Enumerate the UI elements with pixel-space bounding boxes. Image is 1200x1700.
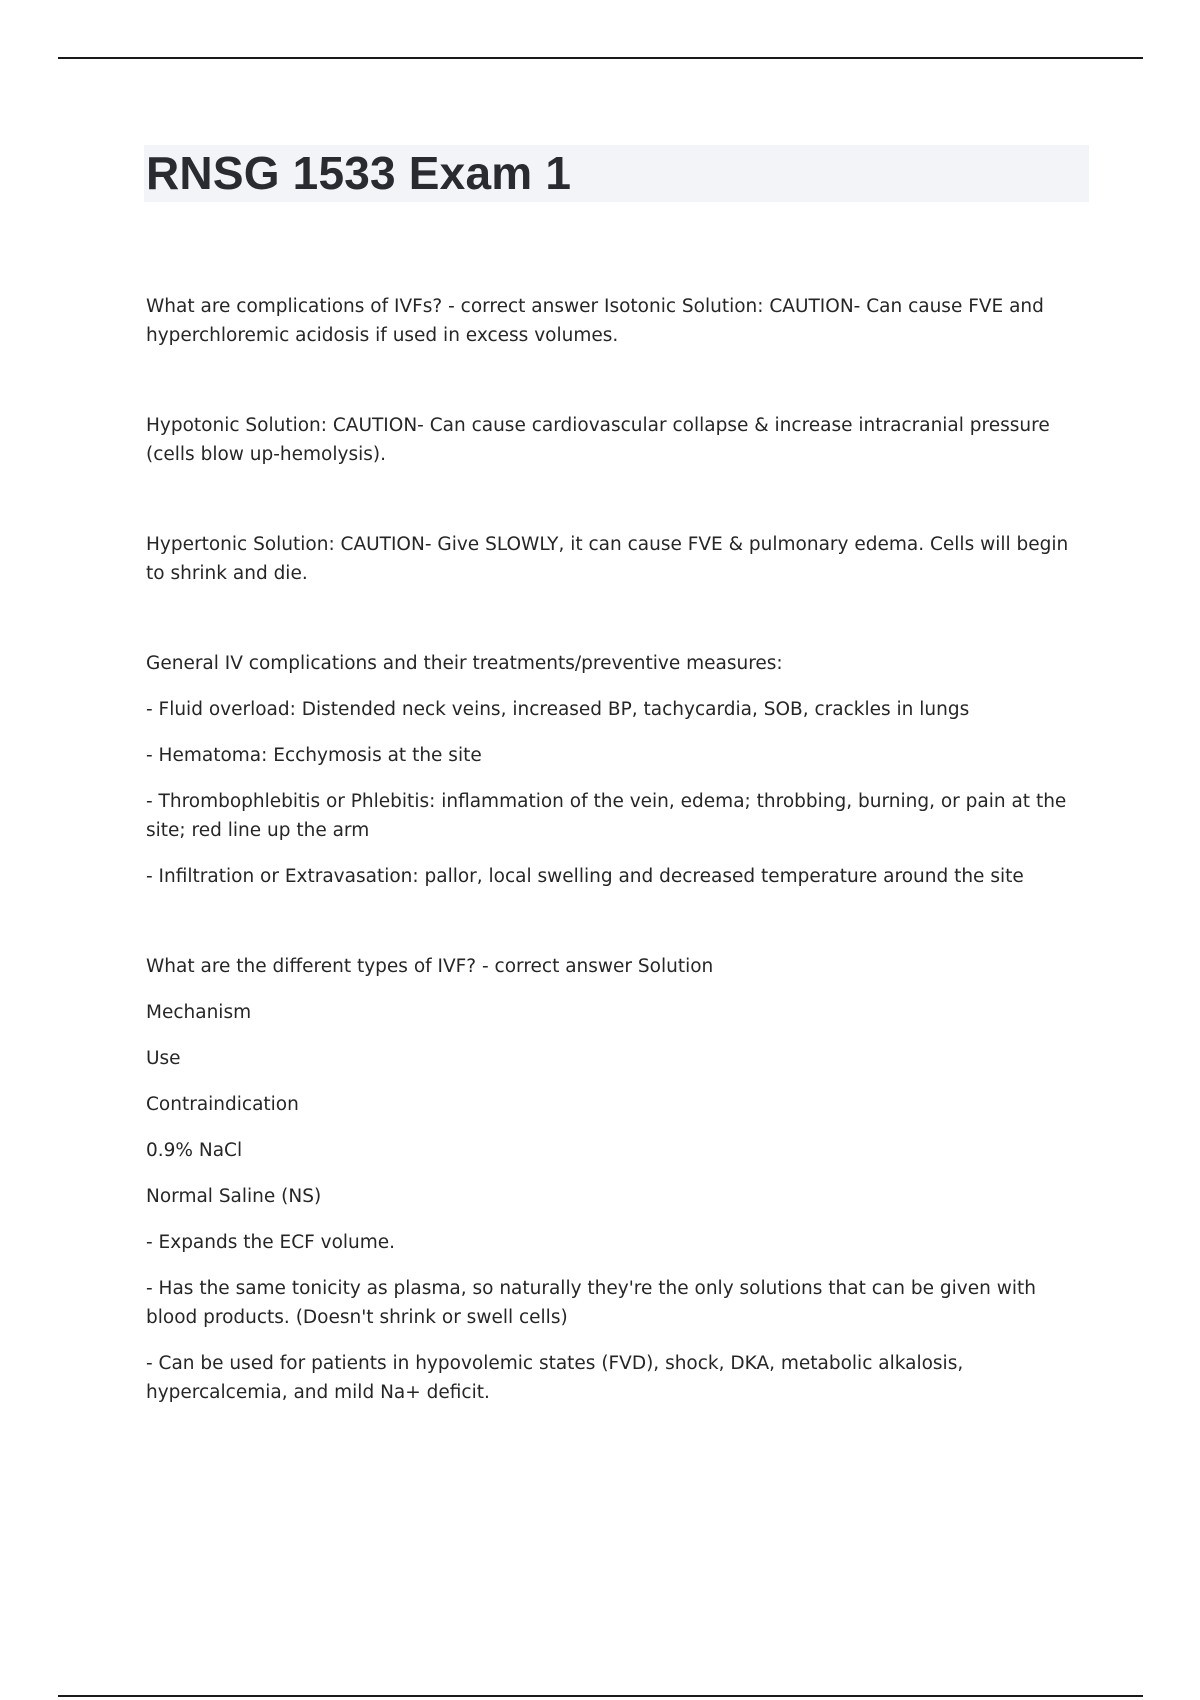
page-title: RNSG 1533 Exam 1: [146, 147, 572, 199]
spacer: [146, 678, 1091, 695]
spacer: [146, 1165, 1091, 1182]
paragraph: What are the different types of IVF? - correct answer Solution: [146, 956, 714, 977]
list-item: - Hematoma: Ecchymosis at the site: [146, 745, 482, 766]
paragraph: Normal Saline (NS): [146, 1186, 322, 1207]
list-item: - Can be used for patients in hypovolemic states (FVD), shock, DKA, metabolic alkalosis, hypercalcemia, and mild Na+ deficit.: [146, 1353, 964, 1403]
spacer: [146, 724, 1091, 741]
list-item: - Infiltration or Extravasation: pallor, local swelling and decreased temperature around the site: [146, 866, 1024, 887]
paragraph: General IV complications and their treatments/preventive measures:: [146, 653, 783, 674]
paragraph: Contraindication: [146, 1094, 299, 1115]
spacer: [146, 350, 1091, 411]
list-item: - Has the same tonicity as plasma, so naturally they're the only solutions that can be given with blood products. (Doesn't shrink or swell cells): [146, 1278, 1036, 1328]
spacer: [146, 469, 1091, 530]
paragraph: 0.9% NaCl: [146, 1140, 243, 1161]
list-item: - Expands the ECF volume.: [146, 1232, 396, 1253]
top-rule: [58, 57, 1143, 59]
spacer: [146, 981, 1091, 998]
spacer: [146, 1027, 1091, 1044]
spacer: [146, 770, 1091, 787]
list-item: - Fluid overload: Distended neck veins, increased BP, tachycardia, SOB, crackles in lungs: [146, 699, 970, 720]
paragraph: Hypertonic Solution: CAUTION- Give SLOWLY, it can cause FVE & pulmonary edema. Cells will begin to shrink and die.: [146, 534, 1069, 584]
spacer: [146, 1119, 1091, 1136]
spacer: [146, 1332, 1091, 1349]
spacer: [146, 1211, 1091, 1228]
bottom-rule: [58, 1695, 1143, 1697]
paragraph: Mechanism: [146, 1002, 252, 1023]
document-body: [146, 292, 1091, 1407]
list-item: - Thrombophlebitis or Phlebitis: inflammation of the vein, edema; throbbing, burning, or pain at the site; red line up the arm: [146, 791, 1067, 841]
paragraph: Use: [146, 1048, 181, 1069]
paragraph: Hypotonic Solution: CAUTION- Can cause cardiovascular collapse & increase intracranial pressure (cells blow up-hemolysis).: [146, 415, 1050, 465]
spacer: [146, 891, 1091, 952]
spacer: [146, 588, 1091, 649]
spacer: [146, 1257, 1091, 1274]
spacer: [146, 1073, 1091, 1090]
spacer: [146, 845, 1091, 862]
paragraph: What are complications of IVFs? - correct answer Isotonic Solution: CAUTION- Can cause FVE and hyperchloremic acidosis if used in excess volumes.: [146, 296, 1044, 346]
